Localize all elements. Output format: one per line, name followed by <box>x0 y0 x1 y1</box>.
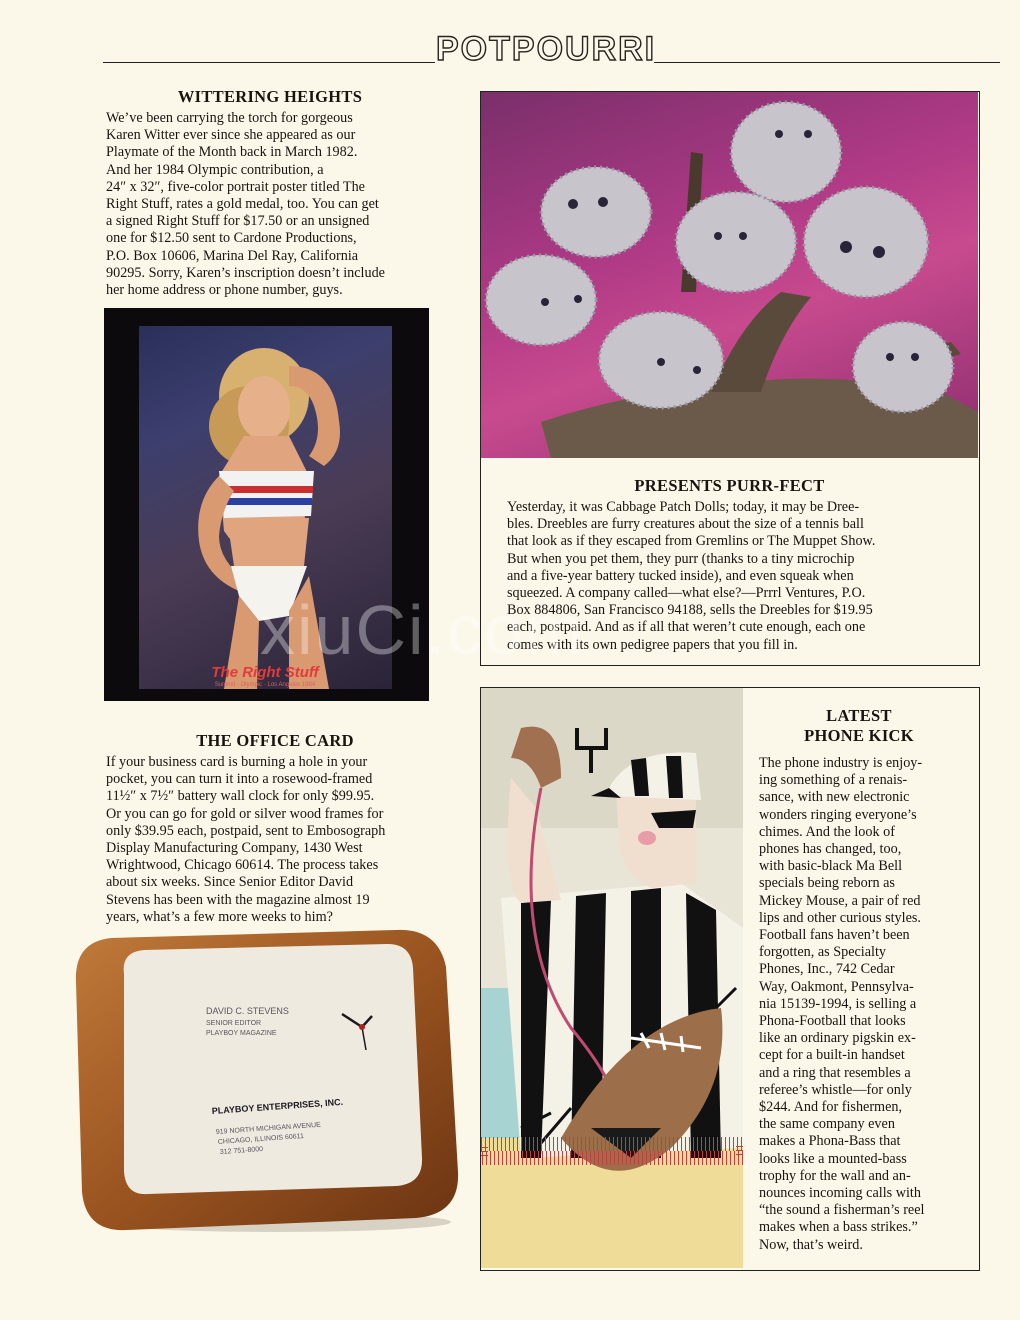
text-line: Way, Oakmont, Pennsylva- <box>759 978 914 995</box>
text-line: 11½″ x 7½″ battery wall clock for only $99.95. <box>106 788 375 805</box>
wittering-body <box>106 110 436 299</box>
text-line: “the sound a fisherman’s reel <box>759 1202 925 1219</box>
text-line: Phones, Inc., 742 Cedar <box>759 961 895 978</box>
card-magazine: PLAYBOY MAGAZINE <box>206 1030 277 1037</box>
text-line: But when you pet them, they purr (thanks to a tiny microchip <box>507 550 855 567</box>
dreebles-photo <box>481 92 978 458</box>
text-line: Karen Witter ever since she appeared as our <box>106 127 356 144</box>
text-line: sance, with new electronic <box>759 789 910 806</box>
clock-frame-illustration <box>66 922 466 1242</box>
text-line: Football fans haven’t been <box>759 927 910 944</box>
card-phone: 312 751-8000 <box>219 1145 264 1156</box>
office-card-heading: THE OFFICE CARD <box>196 731 354 750</box>
dreebles-illustration <box>481 92 978 458</box>
text-line: Wrightwood, Chicago 60614. The process takes <box>106 857 379 874</box>
text-line: wonders ringing everyone’s <box>759 806 917 823</box>
text-line: years, what’s a few more weeks to him? <box>106 908 333 925</box>
referee-illustration <box>481 688 743 1268</box>
text-line: about six weeks. Since Senior Editor David <box>106 874 354 891</box>
text-line: lips and other curious styles. <box>759 909 921 926</box>
text-line: chimes. And the look of <box>759 823 895 840</box>
card-name: DAVID C. STEVENS <box>206 1006 289 1016</box>
text-line: Right Stuff, rates a gold medal, too. You can get <box>106 196 379 213</box>
text-line: Display Manufacturing Company, 1430 West <box>106 840 363 857</box>
referee-art <box>481 688 743 1268</box>
rosewood-clock-photo <box>66 922 466 1242</box>
text-line: her home address or phone number, guys. <box>106 282 343 299</box>
card-title: SENIOR EDITOR <box>206 1020 262 1027</box>
poster-caption: The Right Stuff <box>211 664 319 681</box>
text-line: that look as if they escaped from Gremlins or The Muppet Show. <box>507 533 876 550</box>
purrfect-heading: PRESENTS PURR-FECT <box>634 476 825 495</box>
text-line: the same company even <box>759 1116 895 1133</box>
text-line: specials being reborn as <box>759 875 895 892</box>
text-line: bles. Dreebles are furry creatures about the size of a tennis ball <box>507 516 864 533</box>
text-line: cept for a built-in handset <box>759 1047 905 1064</box>
text-line: Yesterday, it was Cabbage Patch Dolls; today, it may be Dree- <box>507 499 860 515</box>
text-line: trophy for the wall and an- <box>759 1167 911 1184</box>
text-line: Playmate of the Month back in March 1982. <box>106 144 358 161</box>
header-rule-right <box>654 62 1000 63</box>
text-line: Now, that’s weird. <box>759 1236 863 1253</box>
text-line: each, postpaid. And as if all that weren’t cute enough, each one <box>507 619 866 636</box>
section-title: POTPOURRI <box>436 30 657 68</box>
phone-kick-heading <box>752 706 966 746</box>
text-line: and a five-year battery tucked inside), and even squeak when <box>507 567 854 584</box>
text-line: The phone industry is enjoy- <box>759 755 923 771</box>
wittering-heading: WITTERING HEIGHTS <box>177 87 363 106</box>
text-line: Phona-Football that looks <box>759 1013 906 1030</box>
phone-kick-heading-line2: PHONE KICK <box>804 726 914 745</box>
card-address2: CHICAGO, ILLINOIS 60611 <box>217 1132 305 1146</box>
text-line: phones has changed, too, <box>759 841 902 858</box>
watermark: xiuCi.com <box>260 591 586 669</box>
text-line: Stevens has been with the magazine almost 19 <box>106 891 370 908</box>
poster-subcaption: Summit · Olympic · Los Angeles 1984 <box>214 682 316 688</box>
text-line: a signed Right Stuff for $17.50 or an unsigned <box>106 213 370 230</box>
text-line: If your business card is burning a hole in your <box>106 754 368 770</box>
phone-kick-body <box>759 755 959 1254</box>
text-line: and a ring that resembles a <box>759 1064 911 1081</box>
text-line: nounces incoming calls with <box>759 1185 921 1202</box>
text-line: Box 884806, San Francisco 94188, sells the Dreebles for $19.95 <box>507 602 873 619</box>
text-line: $244. And for fishermen, <box>759 1099 903 1116</box>
text-line: makes when a bass strikes.” <box>759 1219 918 1236</box>
text-line: pocket, you can turn it into a rosewood-framed <box>106 771 373 788</box>
card-address1: 919 NORTH MICHIGAN AVENUE <box>215 1121 322 1136</box>
text-line: And her 1984 Olympic contribution, a <box>106 161 324 178</box>
office-card-body <box>106 754 441 926</box>
text-line: comes with its own pedigree papers that you fill in. <box>507 636 798 653</box>
text-line: like an ordinary pigskin ex- <box>759 1030 916 1047</box>
text-line: only $39.95 each, postpaid, sent to Embosograph <box>106 822 386 839</box>
text-line: Mickey Mouse, a pair of red <box>759 892 921 909</box>
text-line: makes a Phona-Bass that <box>759 1133 901 1150</box>
text-line: 24″ x 32″, five-color portrait poster titled The <box>106 178 365 195</box>
text-line: P.O. Box 10606, Marina Del Ray, California <box>106 247 359 264</box>
phone-kick-heading-line1: LATEST <box>826 706 892 725</box>
text-line: referee’s whistle—for only <box>759 1081 912 1098</box>
text-line: looks like a mounted-bass <box>759 1150 907 1167</box>
text-line: Or you can go for gold or silver wood frames for <box>106 805 384 822</box>
text-line: forgotten, as Specialty <box>759 944 887 961</box>
text-line: nia 15139-1994, is selling a <box>759 995 917 1012</box>
text-line: squeezed. A company called—what else?—Prrrl Ventures, P.O. <box>507 585 866 602</box>
text-line: We’ve been carrying the torch for gorgeous <box>106 110 353 126</box>
text-line: 90295. Sorry, Karen’s inscription doesn’t include <box>106 264 385 281</box>
text-line: ing something of a renais- <box>759 772 908 789</box>
card-company: PLAYBOY ENTERPRISES, INC. <box>211 1096 344 1116</box>
text-line: with basic-black Ma Bell <box>759 858 903 875</box>
header-rule-left <box>103 62 435 63</box>
text-line: one for $12.50 sent to Cardone Productions, <box>106 230 357 247</box>
